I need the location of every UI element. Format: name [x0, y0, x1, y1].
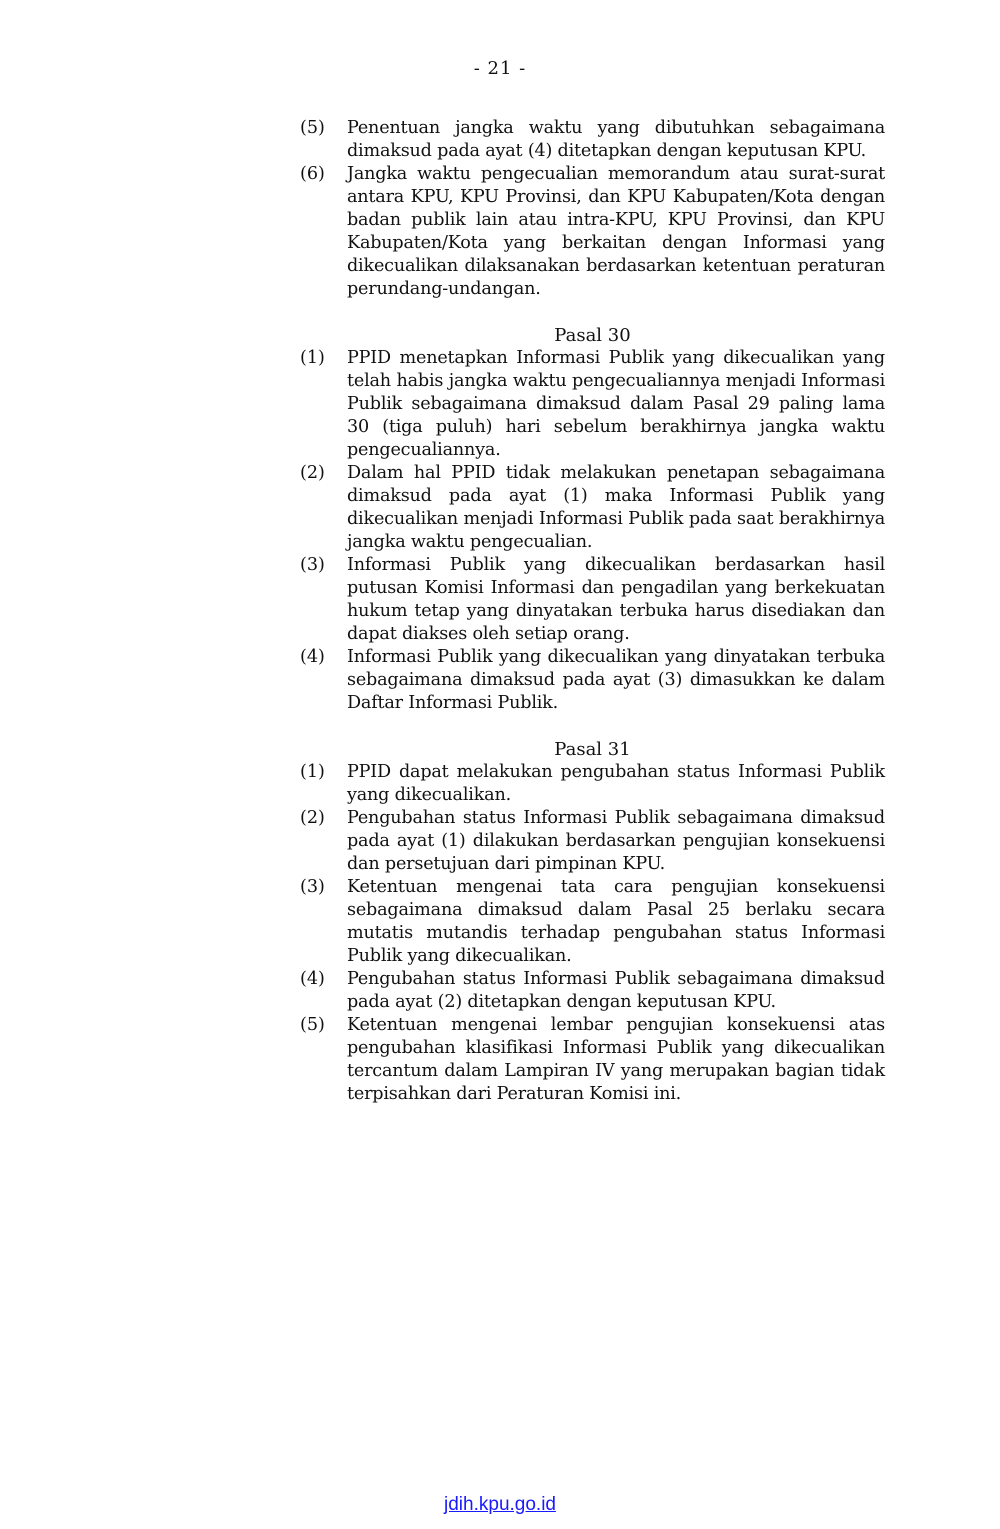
section-title-pasal-30: Pasal 30 — [554, 325, 631, 346]
list-item — [300, 1014, 885, 1106]
item-number: (2) — [300, 463, 325, 483]
item-text: Penentuan jangka waktu yang dibutuhkan sebagaimana dimaksud pada ayat (4) ditetapkan dengan keputusan KPU. — [347, 118, 885, 161]
item-number: (3) — [300, 877, 325, 897]
item-number: (2) — [300, 808, 325, 828]
list-item — [300, 554, 885, 646]
list-item — [300, 462, 885, 554]
item-number: (1) — [300, 762, 325, 782]
list-item — [300, 807, 885, 876]
item-number: (3) — [300, 555, 325, 575]
page-number: - 21 - — [473, 58, 527, 79]
section-title-pasal-31: Pasal 31 — [554, 739, 631, 760]
item-number: (1) — [300, 348, 325, 368]
item-text: Ketentuan mengenai lembar pengujian konsekuensi atas pengubahan klasifikasi Informasi Publik yang dikecualikan tercantum dalam Lampiran IV yang merupakan bagian tidak terpisahkan dari Peraturan Komisi ini. — [347, 1015, 885, 1104]
list-item — [300, 347, 885, 462]
list-item — [300, 761, 885, 807]
list-item — [300, 876, 885, 968]
item-text: Dalam hal PPID tidak melakukan penetapan sebagaimana dimaksud pada ayat (1) maka Informasi Publik yang dikecualikan menjadi Informasi Publik pada saat berakhirnya jangka waktu pengecualian. — [347, 463, 885, 552]
footer-link[interactable]: jdih.kpu.go.id — [444, 1494, 556, 1515]
list-item — [300, 968, 885, 1014]
item-number: (5) — [300, 1015, 325, 1035]
item-number: (5) — [300, 118, 325, 138]
item-text: Informasi Publik yang dikecualikan yang dinyatakan terbuka sebagaimana dimaksud pada ayat (3) dimasukkan ke dalam Daftar Informasi Publik. — [347, 647, 885, 713]
list-item — [300, 117, 885, 163]
item-text: Jangka waktu pengecualian memorandum atau surat-surat antara KPU, KPU Provinsi, dan KPU Kabupaten/Kota dengan badan publik lain atau intra-KPU, KPU Provinsi, dan KPU Kabupaten/Kota yang berkaitan dengan Informasi yang dikecualikan dilaksanakan berdasarkan ketentuan peraturan perundang-undangan. — [347, 164, 885, 299]
item-text: PPID menetapkan Informasi Publik yang dikecualikan yang telah habis jangka waktu pengecualiannya menjadi Informasi Publik sebagaimana dimaksud dalam Pasal 29 paling lama 30 (tiga puluh) hari sebelum berakhirnya jangka waktu pengecualiannya. — [347, 348, 885, 460]
item-text: Pengubahan status Informasi Publik sebagaimana dimaksud pada ayat (1) dilakukan berdasarkan pengujian konsekuensi dan persetujuan dari pimpinan KPU. — [347, 808, 885, 874]
item-text: Pengubahan status Informasi Publik sebagaimana dimaksud pada ayat (2) ditetapkan dengan keputusan KPU. — [347, 969, 885, 1012]
list-item — [300, 163, 885, 301]
item-number: (4) — [300, 969, 325, 989]
item-number: (4) — [300, 647, 325, 667]
item-number: (6) — [300, 164, 325, 184]
item-text: PPID dapat melakukan pengubahan status Informasi Publik yang dikecualikan. — [347, 762, 885, 805]
item-text: Ketentuan mengenai tata cara pengujian konsekuensi sebagaimana dimaksud dalam Pasal 25 berlaku secara mutatis mutandis terhadap pengubahan status Informasi Publik yang dikecualikan. — [347, 877, 885, 966]
item-text: Informasi Publik yang dikecualikan berdasarkan hasil putusan Komisi Informasi dan pengadilan yang berkekuatan hukum tetap yang dinyatakan terbuka harus disediakan dan dapat diakses oleh setiap orang. — [347, 555, 885, 644]
list-item — [300, 646, 885, 715]
document-body — [300, 117, 885, 1106]
